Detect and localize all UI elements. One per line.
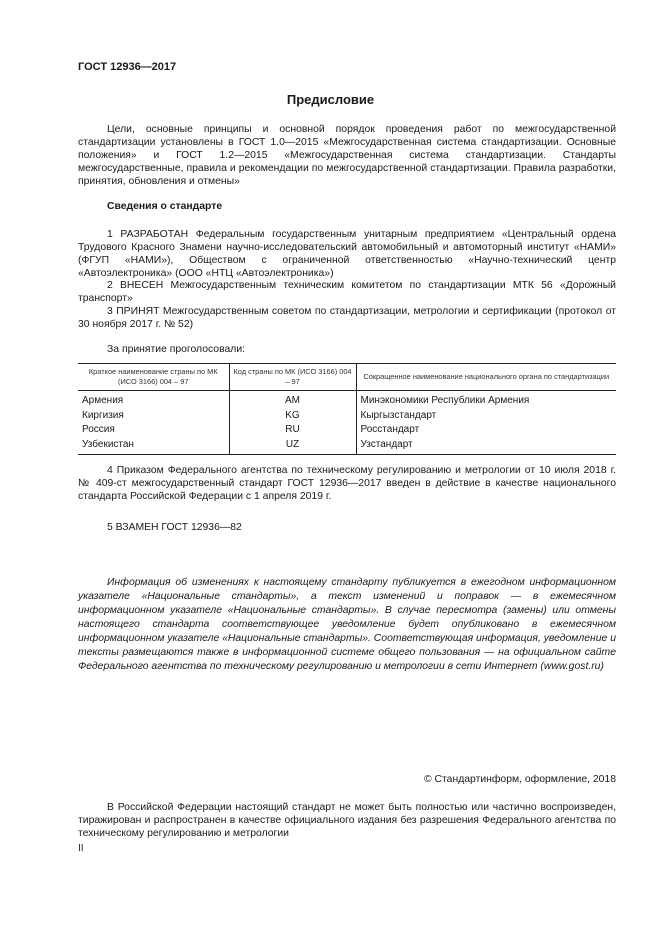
item-adopted: 3 ПРИНЯТ Межгосударственным советом по стандартизации, метрологии и сертификации (протокол от 30 ноября 2017 г. № 52) — [78, 306, 616, 330]
item-introduced: 2 ВНЕСЕН Межгосударственным техническим комитетом по стандартизации МТК 56 «Дорожный транспорт» — [78, 280, 616, 304]
item-order: 4 Приказом Федерального агентства по техническому регулированию и метрологии от 10 июля 2018 г. № 409-ст межгосударственный стандарт ГОСТ 12936—2017 введен в действие в качестве национального стандарта Российской Федерации с 1 апреля 2019 г. — [78, 465, 616, 502]
header-country: Краткое наименование страны по МК (ИСО 3166) 004 – 97 — [78, 364, 229, 391]
changes-info-paragraph: Информация об изменениях к настоящему стандарту публикуется в ежегодном информационном указателе «Национальные стандарты», а текст изменений и поправок — в ежемесячном информационном указателе «Национальные стандарты». В случае пересмотра (замены) или отмены настоящего стандарта соответствующее уведомление будет опубликовано в ежемесячном информационном указателе «Национальные стандарты». Соответствующая информация, уведомление и тексты размещаются также в информационной системе общего пользования — на официальном сайте Федерального агентства по техническому регулированию и метрологии в сети Интернет (www.gost.ru) — [78, 577, 616, 672]
item-developed: 1 РАЗРАБОТАН Федеральным государственным унитарным предприятием «Центральный ордена Трудового Красного Знамени научно-исследовательский автомобильный и автомоторный институт «НАМИ» (ФГУП «НАМИ»), Обществом с ограниченной ответственностью «Научно-технический центр «Автоэлектроника» (ООО «НТЦ «Автоэлектроника») — [78, 229, 616, 279]
cell-body: Минэкономики Республики Армения — [356, 391, 616, 409]
document-code: ГОСТ 12936—2017 — [78, 61, 177, 73]
table-row — [78, 438, 616, 455]
cell-country: Узбекистан — [78, 438, 229, 455]
table-row — [78, 423, 616, 438]
table-row — [78, 409, 616, 424]
cell-country: Армения — [82, 395, 124, 406]
cell-code: UZ — [229, 438, 356, 455]
intro-paragraph: Цели, основные принципы и основной порядок проведения работ по межгосударственной стандартизации установлены в ГОСТ 1.0—2015 «Межгосударственная система стандартизации. Основные положения» и ГОСТ 1.2—2015 «Межгосударственная система стандартизации. Стандарты межгосударственные, правила и рекомендации по межгосударственной стандартизации. Правила разработки, принятия, обновления и отмены» — [78, 124, 616, 187]
header-code: Код страны по МК (ИСО 3166) 004 – 97 — [229, 364, 356, 391]
voting-table — [78, 363, 616, 455]
page-number: II — [78, 843, 84, 854]
item-replaces: 5 ВЗАМЕН ГОСТ 12936—82 — [107, 522, 242, 533]
cell-body: Узстандарт — [356, 438, 616, 455]
page-title: Предисловие — [286, 92, 375, 107]
table-row — [78, 391, 616, 409]
cell-code: AM — [229, 391, 356, 409]
cell-code: KG — [229, 409, 356, 424]
cell-code: RU — [229, 423, 356, 438]
header-body: Сокращенное наименование национального органа по стандартизации — [356, 364, 616, 391]
info-heading: Сведения о стандарте — [107, 201, 223, 212]
reproduction-notice: В Российской Федерации настоящий стандарт не может быть полностью или частично воспроизведен, тиражирован и распространен в качестве официального издания без разрешения Федерального агентства по техническому регулированию и метрологии — [78, 802, 616, 839]
cell-country: Киргизия — [82, 409, 124, 421]
vote-caption: За принятие проголосовали: — [107, 344, 246, 355]
copyright: © Стандартинформ, оформление, 2018 — [423, 774, 616, 785]
cell-body: Росстандарт — [356, 423, 616, 438]
cell-body: Кыргызстандарт — [356, 409, 616, 424]
cell-country: Россия — [82, 424, 115, 435]
table-header-row — [78, 364, 616, 391]
